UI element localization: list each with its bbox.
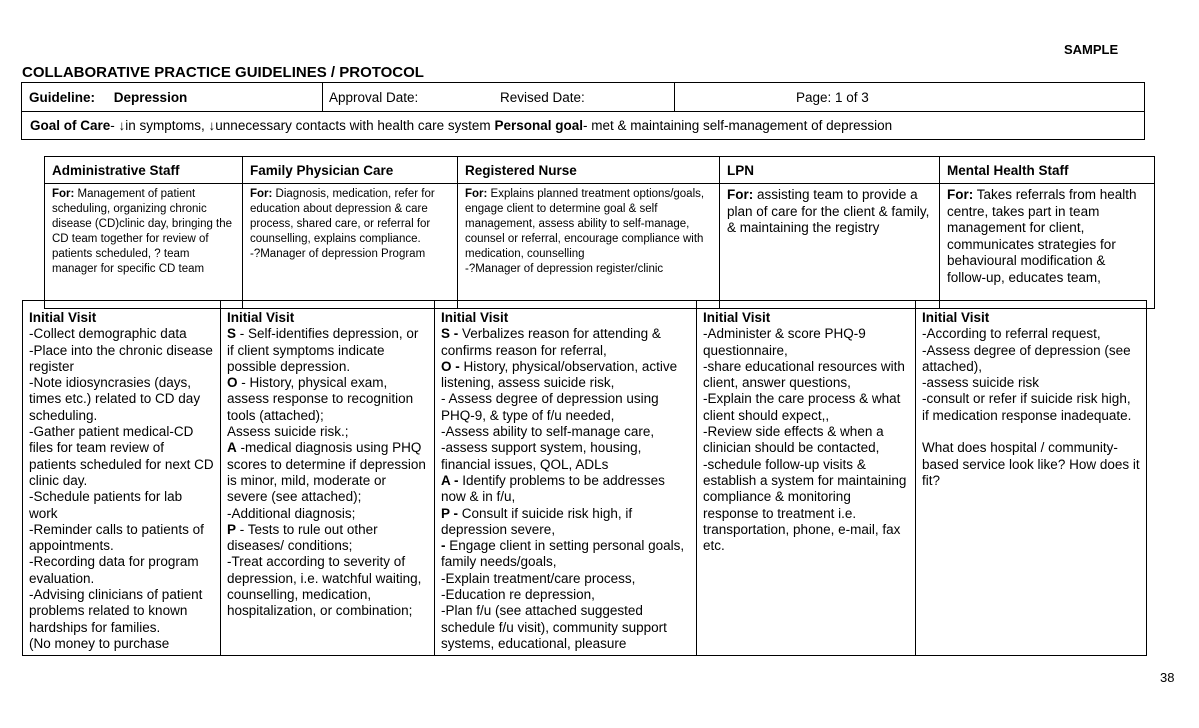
role-desc-mental-health (940, 184, 1155, 309)
roles-table (44, 156, 1155, 309)
visit-lpn-text: -Administer & score PHQ-9 questionnaire, -share educational resources with client, answer questions, -Explain the care process & what client should expect,, -Review side effects & when a clinician should be contacted, -schedule follow-up visits & establish a system for maintaining compliance & monitoring response to treatment i.e. transportation, phone, e-mail, fax etc. (703, 326, 907, 554)
page-number: 38 (1160, 670, 1175, 685)
soap-label: S - (441, 326, 459, 342)
divider (322, 83, 323, 111)
soap-text: - History, physical exam, assess response to recognition tools (attached); Assess suicide risk.; (227, 375, 414, 440)
initial-visit-heading: Initial Visit (29, 310, 97, 325)
page-info: Page: 1 of 3 (796, 90, 869, 105)
role-desc-admin (45, 184, 243, 309)
soap-label: A (227, 440, 237, 456)
role-header-physician: Family Physician Care (243, 157, 458, 184)
visit-nurse (435, 301, 697, 656)
soap-label: P - (441, 505, 459, 521)
guideline-value: Depression (113, 90, 188, 105)
role-desc-lpn (720, 184, 940, 309)
soap-text: Verbalizes reason for attending & confirms reason for referral, (441, 326, 661, 358)
soap-text: -medical diagnosis using PHQ scores to determine if depression is minor, mild, moderate or severe (see attached); -Additional diagnosis; (227, 440, 426, 521)
visit-admin-text: -Collect demographic data -Place into the chronic disease register -Note idiosyncrasies (days, times etc.) related to CD day scheduling. -Gather patient medical-CD files for team review of patients scheduled for next CD clinic day. -Schedule patients for lab work -Reminder calls to patients of appointments. -Recording data for program evaluation. -Advising clinicians of patient problems related to known hardships for families. (No money to purchase (29, 326, 214, 651)
for-label: For: (52, 188, 75, 200)
guideline-header (21, 82, 1145, 140)
visit-nurse-text (441, 326, 690, 652)
personal-goal-label: Personal goal (494, 118, 583, 133)
sample-label: SAMPLE (1064, 42, 1119, 57)
visit-mental-health-text: -According to referral request, -Assess degree of depression (see attached), -assess suicide risk -consult or refer if suicide risk high, if medication response inadequate. What does hospital / community-based service look like? How does it fit? (922, 326, 1140, 488)
role-header-admin: Administrative Staff (45, 157, 243, 184)
goal-of-care-text: - ↓in symptoms, ↓unnecessary contacts with health care system (110, 118, 495, 133)
for-label: For: (465, 188, 488, 200)
approval-date-label: Approval Date: (329, 90, 419, 105)
for-label: For: (727, 187, 754, 202)
initial-visit-heading: Initial Visit (703, 310, 771, 325)
soap-label: A - (441, 472, 459, 488)
soap-text: Engage client in setting personal goals, family needs/goals, -Explain treatment/care process, -Education re depression, -Plan f/u (see attached suggested schedule f/u visit), community support systems, educational, pleasure (441, 538, 685, 651)
role-desc-text: Takes referrals from health centre, takes part in team management for client, communicates strategies for behavioural modification & follow-up, educates team, (947, 187, 1137, 285)
initial-visit-table (22, 300, 1147, 656)
divider (674, 83, 675, 111)
guideline-field (29, 83, 187, 111)
role-desc-physician (243, 184, 458, 309)
initial-visit-heading: Initial Visit (922, 310, 990, 325)
role-desc-text: Management of patient scheduling, organizing chronic disease (CD)clinic day, bringing the CD team together for review of patients scheduled, ? team manager for specific CD team (52, 188, 233, 275)
soap-label: P (227, 521, 237, 537)
soap-label: O - (441, 358, 460, 374)
personal-goal-text: - met & maintaining self-management of depression (582, 118, 893, 133)
visit-lpn (697, 301, 916, 656)
visit-admin (23, 301, 221, 656)
soap-text: - Tests to rule out other diseases/ conditions; -Treat according to severity of depression, i.e. watchful waiting, counselling, medication, hospitalization, or combination; (227, 521, 422, 619)
soap-text: History, physical/observation, active listening, assess suicide risk, - Assess degree of depression using PHQ-9, & type of f/u needed, -Assess ability to self-manage care, -assess support system, housing, financial issues, QOL, ADLs (441, 358, 678, 472)
goal-of-care-label: Goal of Care (30, 118, 111, 133)
revised-date-label: Revised Date: (500, 90, 585, 105)
role-header-mental-health: Mental Health Staff (940, 157, 1155, 184)
soap-label: O (227, 375, 238, 391)
role-header-nurse: Registered Nurse (458, 157, 720, 184)
role-header-lpn: LPN (720, 157, 940, 184)
visit-physician (221, 301, 435, 656)
role-desc-text: Diagnosis, medication, refer for education about depression & care process, shared care, or referral for counselling, explains compliance. -?Manager of depression Program (250, 188, 435, 260)
for-label: For: (250, 188, 273, 200)
visit-mental-health (916, 301, 1147, 656)
soap-text: Consult if suicide risk high, if depression severe, (441, 505, 633, 537)
goal-of-care-row (22, 112, 1144, 139)
role-desc-text: Explains planned treatment options/goals, engage client to determine goal & self management, assess ability to self-manage, counsel or referral, encourage compliance with medication, counselling -?Manager of depression register/clinic (465, 188, 705, 275)
soap-text: - Self-identifies depression, or if client symptoms indicate possible depression. (227, 326, 419, 374)
guideline-header-row (22, 83, 1144, 112)
soap-label: S (227, 326, 237, 342)
role-desc-text: assisting team to provide a plan of care for the client & family, & maintaining the registry (727, 187, 930, 235)
guideline-label: Guideline: (29, 90, 96, 105)
visit-physician-text (227, 326, 428, 619)
document-title: COLLABORATIVE PRACTICE GUIDELINES / PROTOCOL (22, 64, 424, 81)
initial-visit-heading: Initial Visit (441, 310, 509, 325)
role-desc-nurse (458, 184, 720, 309)
soap-label: - (441, 538, 446, 554)
for-label: For: (947, 187, 974, 202)
initial-visit-heading: Initial Visit (227, 310, 295, 325)
soap-text: Identify problems to be addresses now & in f/u, (441, 472, 665, 505)
